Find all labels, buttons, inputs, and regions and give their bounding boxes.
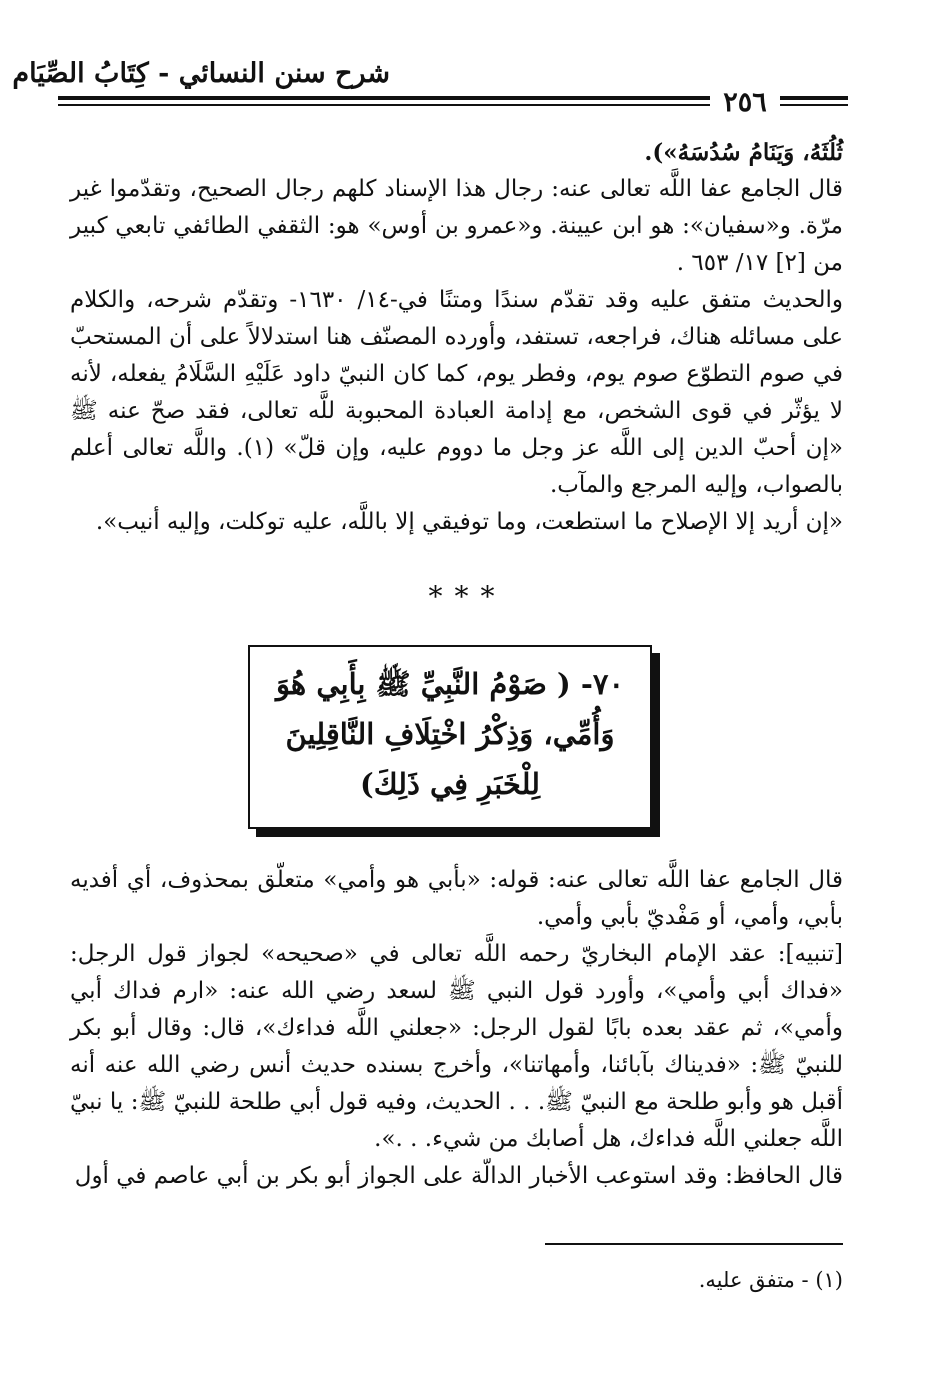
paragraph-6: قال الحافظ: وقد استوعب الأخبار الدالّة على الجواز أبو بكر بن أبي عاصم في أول: [74, 1163, 843, 1189]
paragraph-5: [تنبيه]: عقد الإمام البخاريّ رحمه اللَّه تعالى في «صحيحه» لجواز قول الرجل: «فداك أبي وأمي»، وأورد قول النبي ﷺ لسعد رضي الله عنه: «ارم فداك أبي وأمي»، ثم عقد بعده بابًا لقول الرجل: «جعلني اللَّه فداءك»، قال: وقال أبو بكر للنبيّ ﷺ: «فديناك بآبائنا، وأمهاتنا»، وأخرج بسنده حديث أنس رضي الله عنه أنه أقبل هو وأبو طلحة مع النبيّ ﷺ. . . الحديث، وفيه قول أبي طلحة للنبيّ ﷺ: يا نبيّ اللَّه جعلني اللَّه فداءك، هل أصابك من شيء. . .».: [70, 941, 843, 1152]
running-header-title: شرح سنن النسائي - كِتَابُ الصِّيَام: [12, 58, 390, 89]
bottom-text-block: [70, 862, 843, 1195]
top-text-block: [70, 134, 843, 541]
chapter-heading-box: [248, 645, 652, 829]
section-separator: ***: [428, 580, 507, 613]
footnote: (١) - متفق عليه.: [698, 1268, 843, 1292]
footnote-rule: [545, 1243, 843, 1245]
paragraph-4: قال الجامع عفا اللَّه تعالى عنه: قوله: «بأبي هو وأمي» متعلّق بمحذوف، أي أفديه بأبي، وأمي، أو مَفْديّ بأبي وأمي.: [70, 867, 843, 930]
chapter-title: ٧٠- ( صَوْمُ النَّبِيِّ ﷺ بِأَبِي هُوَ وَأُمِّي، وَذِكْرُ اخْتِلَافِ النَّاقِلِينَ لِلْخَبَرِ فِي ذَلِكَ): [275, 667, 625, 801]
paragraph-3: «إن أريد إلا الإصلاح ما استطعت، وما توفيقي إلا باللَّه، عليه توكلت، وإليه أنيب».: [95, 509, 843, 535]
paragraph-0: ثُلُثَهُ، وَيَنَامُ سُدُسَهُ»).: [644, 139, 843, 166]
paragraph-2: والحديث متفق عليه وقد تقدّم سندًا ومتنًا في-١٤/ ١٦٣٠- وتقدّم شرحه، والكلام على مسائله هناك، فراجعه، تستفد، وأورده المصنّف هنا استدلالاً على أن المستحبّ في صوم التطوّع صوم يوم، وفطر يوم، كما كان النبيّ داود عَلَيْهِ السَّلَامُ يفعله، لأنه لا يؤثّر في قوى الشخص، مع إدامة العبادة المحبوبة للَّه تعالى، فقد صحّ عنه ﷺ «إن أحبّ الدين إلى اللَّه عز وجل ما دووم عليه، وإن قلّ» (١). واللَّه تعالى أعلم بالصواب، وإليه المرجع والمآب.: [70, 287, 844, 498]
paragraph-1: قال الجامع عفا اللَّه تعالى عنه: رجال هذا الإسناد كلهم رجال الصحيح، وتقدّموا غير مرّة. و«سفيان»: هو ابن عيينة. و«عمرو بن أوس» هو: الثقفي الطائفي تابعي كبير من [٢] ١٧/ ٦٥٣ .: [70, 176, 843, 276]
page-number: ٢٥٦: [710, 88, 780, 118]
